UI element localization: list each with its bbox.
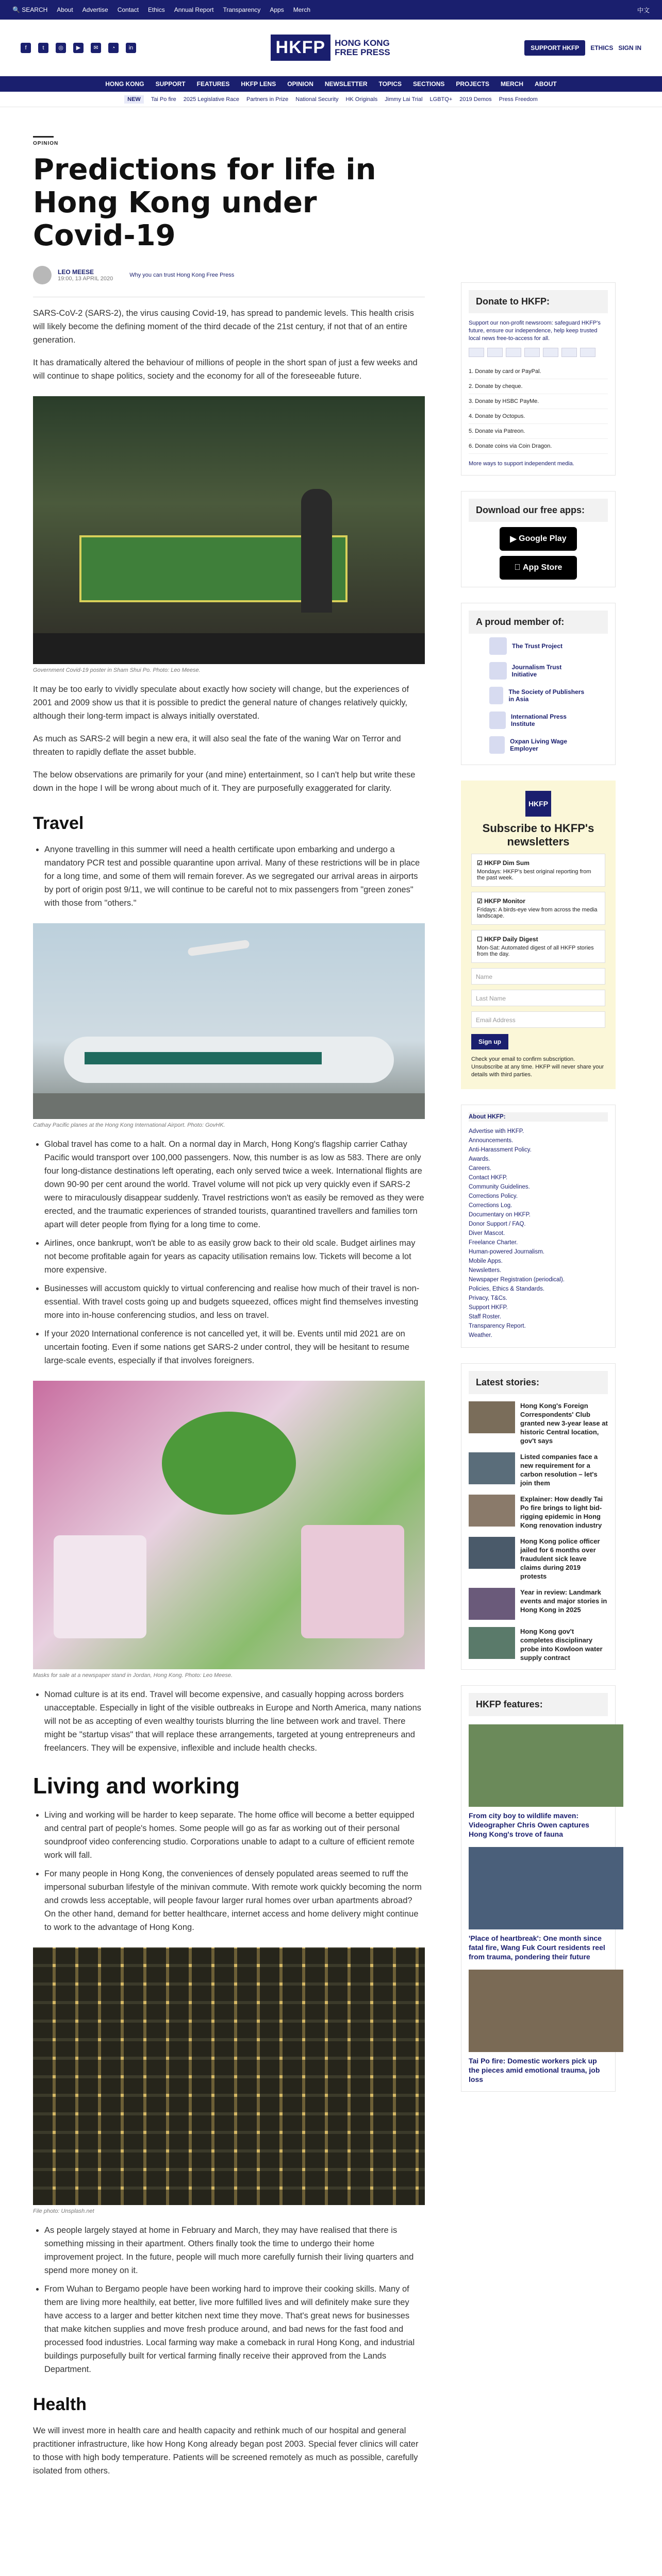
member-logo[interactable]: The Society of Publishers in Asia: [469, 683, 608, 708]
about-link[interactable]: Newspaper Registration (periodical).: [469, 1277, 565, 1283]
email-field[interactable]: Email Address: [471, 1011, 605, 1028]
publish-date: 19:00, 13 APRIL 2020: [58, 276, 113, 282]
about-link[interactable]: Documentary on HKFP.: [469, 1212, 531, 1218]
about-link[interactable]: Freelance Charter.: [469, 1240, 518, 1246]
newsletter-note: Check your email to confirm subscription. Unsubscribe at any time. HKFP will never share your details with third parties.: [471, 1056, 604, 1078]
list-item: • Businesses will accustom quickly to virtual conferencing and realise how much of their travel is non-essential. With travel costs going up and budgets squeezed, offices might find themselves investing more into in-house conferencing studios, and less on travel.: [44, 1282, 425, 1322]
sub-nav: [0, 92, 662, 107]
list-item: • From Wuhan to Bergamo people have been working hard to improve their cooking skills. Many of them are living more healthily, eat better, live more fulfilled lives and will definitely make sure they have access to a larger and better kitchen next time they move. That's great news for businesses that make kitchen supplies and move fresh produce around, and bad news for the fast food and processed food industries. Local farming way make a comeback in rural Hong Kong, and industrial buildings purposefully built for vertical farming finally receive their approved from the Lands Department.: [44, 2282, 425, 2376]
donate-option[interactable]: 3. Donate by HSBC PayMe.: [469, 394, 608, 409]
photo-masks-stand: [33, 1381, 425, 1669]
latest-story[interactable]: Explainer: How deadly Tai Po fire brings to light bid-rigging epidemic in Hong Kong renovation industry: [469, 1495, 608, 1530]
app-store-button[interactable]: App Store: [500, 556, 577, 580]
about-link[interactable]: Policies, Ethics & Standards.: [469, 1286, 545, 1292]
nav-item[interactable]: HONG KONG: [105, 80, 144, 88]
subheading-travel: Travel: [33, 814, 84, 833]
nav-item[interactable]: SECTIONS: [413, 80, 445, 88]
top-link[interactable]: Merch: [293, 6, 311, 13]
paragraph: It has dramatically altered the behaviour of millions of people in the short span of just a few weeks and will continue to shape politics, society and the economy for all of the foreseeable future.: [33, 358, 418, 381]
author-name[interactable]: LEO MEESE: [58, 268, 94, 276]
story-thumbnail: [469, 1452, 515, 1484]
list-item: • For many people in Hong Kong, the conveniences of densely populated areas seemed to ruff the impersonal suburban lifestyle of the minivan commute. With remote work quickly becoming the norm and crowds less acceptable, will people favour larger rural homes over urban apartments abroad? On the other hand, demand for better healthcare, internet access and home delivery might continue to work to the advantage of Hong Kong.: [44, 1867, 425, 1934]
donate-box: [461, 282, 616, 476]
subnav-item[interactable]: 2025 Legislative Race: [183, 96, 239, 103]
top-link[interactable]: About: [57, 6, 73, 13]
photo-street-poster: [33, 396, 425, 664]
byline: [33, 266, 425, 284]
about-link[interactable]: Support HKFP.: [469, 1304, 508, 1311]
paragraph: It may be too early to vividly speculate about exactly how society will change, but the experiences of 2001 and 2009 show us that it is possible to predict the general nature of changes relatively quickly, although their long-term impact is always initially overstated.: [33, 685, 409, 721]
logo-mark: HKFP: [271, 35, 331, 61]
latest-story[interactable]: Hong Kong gov't completes disciplinary probe into Kowloon water supply contract: [469, 1627, 608, 1662]
member-icon: [489, 687, 503, 704]
figure-apartments: [33, 1947, 425, 2214]
nav-item[interactable]: OPINION: [287, 80, 313, 88]
nav-item[interactable]: HKFP LENS: [241, 80, 276, 88]
subheading-health: Health: [33, 2395, 87, 2414]
member-icon: [489, 711, 506, 729]
donate-link[interactable]: Support our non-profit newsroom: safeguard HKFP's future, ensure our independence, help keep trusted local news free-to-access for all.: [469, 320, 601, 342]
cheque-icon: [561, 348, 577, 357]
about-link[interactable]: Newsletters.: [469, 1267, 502, 1274]
mastercard-icon: [487, 348, 503, 357]
donate-option[interactable]: 4. Donate by Octopus.: [469, 409, 608, 424]
subnav-item[interactable]: Press Freedom: [499, 96, 538, 103]
subnav-item[interactable]: Partners in Prize: [246, 96, 289, 103]
signin-link[interactable]: SIGN IN: [618, 44, 641, 52]
nav-item[interactable]: TOPICS: [378, 80, 402, 88]
feature-story[interactable]: 'Place of heartbreak': One month since fatal fire, Wang Fuk Court residents reel from trauma, pondering their future: [469, 1847, 608, 1961]
subnav-item[interactable]: Tai Po fire: [151, 96, 176, 103]
social-links: [21, 43, 136, 53]
new-badge: NEW: [124, 95, 144, 104]
site-header: [0, 20, 662, 76]
feature-image: [469, 1847, 623, 1929]
ethics-link[interactable]: ETHICS: [590, 44, 614, 52]
paragraph: The below observations are primarily for your (and mine) entertainment, so I can't help but write these down in the hope I will be wrong about much of it. They are purposefully exaggerated for clarity.: [33, 770, 416, 793]
apps-title: Download our free apps:: [469, 499, 608, 522]
latest-story[interactable]: Hong Kong's Foreign Correspondents' Club granted new 3-year lease at historic Central location, gov't says: [469, 1401, 608, 1445]
donate-more-link[interactable]: More ways to support independent media.: [469, 461, 574, 467]
about-link[interactable]: Staff Roster.: [469, 1314, 502, 1320]
member-logo[interactable]: Journalism Trust Initiative: [469, 658, 608, 683]
feature-story[interactable]: From city boy to wildlife maven: Videographer Chris Owen captures Hong Kong's trove of fauna: [469, 1724, 608, 1839]
author-avatar: [33, 266, 52, 284]
story-thumbnail: [469, 1401, 515, 1433]
trust-link[interactable]: Why you can trust Hong Kong Free Press: [129, 272, 235, 278]
payment-icons: [469, 348, 608, 357]
apps-box: [461, 491, 616, 587]
bank-icon: [543, 348, 558, 357]
latest-story[interactable]: Year in review: Landmark events and major stories in Hong Kong in 2025: [469, 1588, 608, 1620]
sidebar: [461, 107, 616, 2478]
nav-item[interactable]: FEATURES: [196, 80, 230, 88]
logo-line-1: HONG KONG: [335, 38, 390, 48]
figure-poster: [33, 396, 425, 673]
facebook-icon[interactable]: f: [21, 43, 31, 53]
top-bar: [0, 0, 662, 20]
about-link[interactable]: Awards.: [469, 1156, 490, 1162]
figure-caption: File photo: Unsplash.net: [33, 2208, 94, 2214]
search-link[interactable]: 🔍 SEARCH: [12, 6, 48, 13]
about-box: [461, 1105, 616, 1348]
top-link[interactable]: Ethics: [148, 6, 165, 13]
youtube-icon[interactable]: ▶: [73, 43, 84, 53]
newsletter-option[interactable]: ☑ HKFP Dim Sum Mondays: HKFP's best original reporting from the past week.: [471, 854, 605, 887]
feature-story[interactable]: Tai Po fire: Domestic workers pick up the pieces amid emotional trauma, job loss: [469, 1970, 608, 2084]
list-item: • As people largely stayed at home in February and March, they may have realised that there is something missing in their apartment. Others finally took the time to undergo their home improvement project. In the future, people will much more carefully furnish their living quarters and spend more money on it.: [44, 2224, 425, 2277]
about-link[interactable]: Corrections Policy.: [469, 1193, 518, 1199]
member-icon: [489, 736, 505, 754]
donate-option[interactable]: 6. Donate coins via Coin Dragon.: [469, 439, 608, 454]
features-title: HKFP features:: [469, 1693, 608, 1716]
story-thumbnail: [469, 1627, 515, 1659]
about-link[interactable]: Weather.: [469, 1332, 492, 1338]
language-switch[interactable]: 中文: [637, 6, 650, 14]
signup-button[interactable]: Sign up: [471, 1034, 508, 1049]
payme-icon: [580, 348, 595, 357]
latest-story[interactable]: Hong Kong police officer jailed for 6 months over fraudulent sick leave claims during 2019 protests: [469, 1537, 608, 1581]
member-logo[interactable]: Oxpan Living Wage Employer: [469, 733, 608, 757]
twitter-icon[interactable]: t: [38, 43, 48, 53]
nav-item[interactable]: SUPPORT: [155, 80, 186, 88]
about-link[interactable]: Advertise with HKFP.: [469, 1128, 524, 1134]
about-link[interactable]: Human-powered Journalism.: [469, 1249, 545, 1255]
feature-image: [469, 1724, 623, 1807]
about-link[interactable]: Careers.: [469, 1165, 492, 1172]
paragraph: As much as SARS-2 will begin a new era, it will also seal the fate of the waning War on Terror and threaten to rapidly deflate the asset bubble.: [33, 734, 401, 757]
support-button[interactable]: SUPPORT HKFP: [524, 40, 585, 56]
photo-cathay-planes: [33, 923, 425, 1119]
top-link[interactable]: Annual Report: [174, 6, 214, 13]
about-link[interactable]: Contact HKFP.: [469, 1175, 508, 1181]
list-item: • Global travel has come to a halt. On a normal day in March, Hong Kong's flagship carrier Cathay Pacific would transport over 100,000 passengers. Now, this number is as low as 583. There are only four long-distance destinations left operating, each only served twice a week. International flights are down 90-90 per cent around the world. Travel volume will not pick up very quickly even if SARS-2 were to miraculously disappear suddenly. Travel restrictions won't as easily be removed as they were erected, and the traumatic experiences of stranded tourists, quarantined travellers and families torn apart will deter people from flying for a long time to come.: [44, 1138, 425, 1231]
latest-story[interactable]: Listed companies face a new requirement for a carbon resolution – let's join them: [469, 1452, 608, 1487]
newsletter-option[interactable]: ☑ HKFP Monitor Fridays: A birds-eye view from across the media landscape.: [471, 892, 605, 925]
newsletter-title: Subscribe to HKFP's newsletters: [482, 822, 594, 848]
features-box: [461, 1685, 616, 2092]
story-thumbnail: [469, 1588, 515, 1620]
about-link[interactable]: Community Guidelines.: [469, 1184, 530, 1190]
about-link[interactable]: Transparency Report.: [469, 1323, 526, 1329]
about-link[interactable]: Privacy, T&Cs.: [469, 1295, 507, 1301]
email-icon[interactable]: ✉: [91, 43, 101, 53]
newsletter-logo: HKFP: [525, 791, 551, 817]
about-link[interactable]: Corrections Log.: [469, 1202, 512, 1209]
donate-option[interactable]: 5. Donate via Patreon.: [469, 424, 608, 439]
donate-title: Donate to HKFP:: [469, 290, 608, 313]
about-title: About HKFP:: [469, 1112, 608, 1122]
main-nav: [0, 76, 662, 92]
figure-caption: Cathay Pacific planes at the Hong Kong International Airport. Photo: GovHK.: [33, 1122, 225, 1128]
linkedin-icon[interactable]: in: [126, 43, 136, 53]
nav-item[interactable]: MERCH: [501, 80, 524, 88]
feature-image: [469, 1970, 623, 2052]
instagram-icon[interactable]: ◎: [56, 43, 66, 53]
members-box: [461, 603, 616, 765]
subnav-item[interactable]: National Security: [295, 96, 339, 103]
google-play-button[interactable]: ▶ Google Play: [500, 527, 577, 551]
latest-box: [461, 1363, 616, 1670]
subnav-item[interactable]: 2019 Demos: [459, 96, 492, 103]
figure-masks: [33, 1381, 425, 1679]
paragraph: SARS-CoV-2 (SARS-2), the virus causing Covid-19, has spread to pandemic levels. This health crisis will likely become the defining moment of the third decade of the 21st century, if not that of an entire generation.: [33, 309, 414, 345]
about-link[interactable]: Diver Mascot.: [469, 1230, 505, 1236]
figure-caption: Government Covid-19 poster in Sham Shui Po. Photo: Leo Meese.: [33, 667, 201, 673]
member-logo[interactable]: International Press Institute: [469, 708, 608, 733]
figure-caption: Masks for sale at a newspaper stand in Jordan, Hong Kong. Photo: Leo Meese.: [33, 1672, 233, 1679]
list-item: • Nomad culture is at its end. Travel will become expensive, and casually hopping across borders unacceptable. Especially in light of the visible outbreaks in Europe and North America, many nations will not be as accepting of even wealthy tourists blurring the line between work and travel. There might be "startup visas" that will replace these arrangements, targeted at young entrepreneurs and freelancers. They will be expensive, inflexible and include health checks.: [44, 1688, 425, 1755]
figure-planes: [33, 923, 425, 1128]
nav-item[interactable]: PROJECTS: [456, 80, 490, 88]
list-item: • Anyone travelling in this summer will need a health certificate upon embarking and undergo a mandatory PCR test and possible quarantine upon arrival. Many of these restrictions will be in place for a long time, and some of them will remain forever. As we segregated our arrival areas in airports by port of origin post 9/11, we will continue to be careful not to mix passengers from "green zones" with those from "others.": [44, 843, 425, 910]
last-name-field[interactable]: Last Name: [471, 990, 605, 1006]
about-link[interactable]: Anti-Harassment Policy.: [469, 1147, 532, 1153]
newsletter-box: [461, 781, 616, 1089]
latest-title: Latest stories:: [469, 1371, 608, 1394]
donate-option[interactable]: 2. Donate by cheque.: [469, 379, 608, 394]
donate-option[interactable]: 1. Donate by card or PayPal.: [469, 364, 608, 379]
newsletter-option[interactable]: ☐ HKFP Daily Digest Mon-Sat: Automated digest of all HKFP stories from the day.: [471, 930, 605, 963]
paypal-icon: [524, 348, 540, 357]
subnav-item[interactable]: LGBTQ+: [429, 96, 453, 103]
subnav-item[interactable]: Jimmy Lai Trial: [385, 96, 423, 103]
photo-apartment-block: [33, 1947, 425, 2205]
list-item: • If your 2020 International conference is not cancelled yet, it will be. Events until mid 2021 are on uncertain footing. Even if some nations get SARS-2 under control, they will be hesitant to resume large-scale events, especially if that involves foreigners.: [44, 1327, 425, 1367]
visa-icon: [469, 348, 484, 357]
nav-item[interactable]: ABOUT: [535, 80, 557, 88]
about-link[interactable]: Donor Support / FAQ.: [469, 1221, 526, 1227]
members-title: A proud member of:: [469, 611, 608, 634]
member-icon: [489, 637, 507, 655]
article: [33, 107, 425, 2478]
top-link[interactable]: Contact: [117, 6, 139, 13]
nav-item[interactable]: NEWSLETTER: [324, 80, 368, 88]
paragraph: We will invest more in health care and health capacity and rethink much of our hospital and general practitioner infrastructure, like how Hong Kong already began post 2003. Special fever clinics will cater to those with high body temperature. Patients will be screened remotely as much as possible, carefully isolated from others.: [33, 2426, 419, 2476]
list-item: • Airlines, once bankrupt, won't be able to as easily grow back to their old scale. Budget airlines may not become profitable again for years as capacity utilisation remains low. Tickets will become a lot more expensive.: [44, 1236, 425, 1277]
name-field[interactable]: Name: [471, 968, 605, 985]
subnav-item[interactable]: HK Originals: [345, 96, 378, 103]
amex-icon: [506, 348, 521, 357]
rss-icon[interactable]: ◔: [108, 43, 119, 53]
top-link[interactable]: Transparency: [223, 6, 261, 13]
subheading-living: Living and working: [33, 1773, 240, 1799]
logo-line-2: FREE PRESS: [335, 47, 390, 57]
top-link[interactable]: Advertise: [82, 6, 108, 13]
section-label[interactable]: OPINION: [33, 136, 54, 146]
list-item: • Living and working will be harder to keep separate. The home office will become a better equipped and central part of people's homes. Some people will go as far as working out of their personal soundproof video conferencing studio. Corporations unable to adapt to a culture of efficient remote work will fall.: [44, 1808, 425, 1862]
member-icon: [489, 662, 507, 680]
member-logo[interactable]: The Trust Project: [469, 634, 608, 658]
site-logo[interactable]: [271, 35, 390, 61]
about-link[interactable]: Mobile Apps.: [469, 1258, 503, 1264]
top-link[interactable]: Apps: [270, 6, 284, 13]
about-link[interactable]: Announcements.: [469, 1138, 514, 1144]
story-thumbnail: [469, 1537, 515, 1569]
story-thumbnail: [469, 1495, 515, 1527]
article-title: Predictions for life in Hong Kong under Covid-19: [33, 153, 376, 252]
